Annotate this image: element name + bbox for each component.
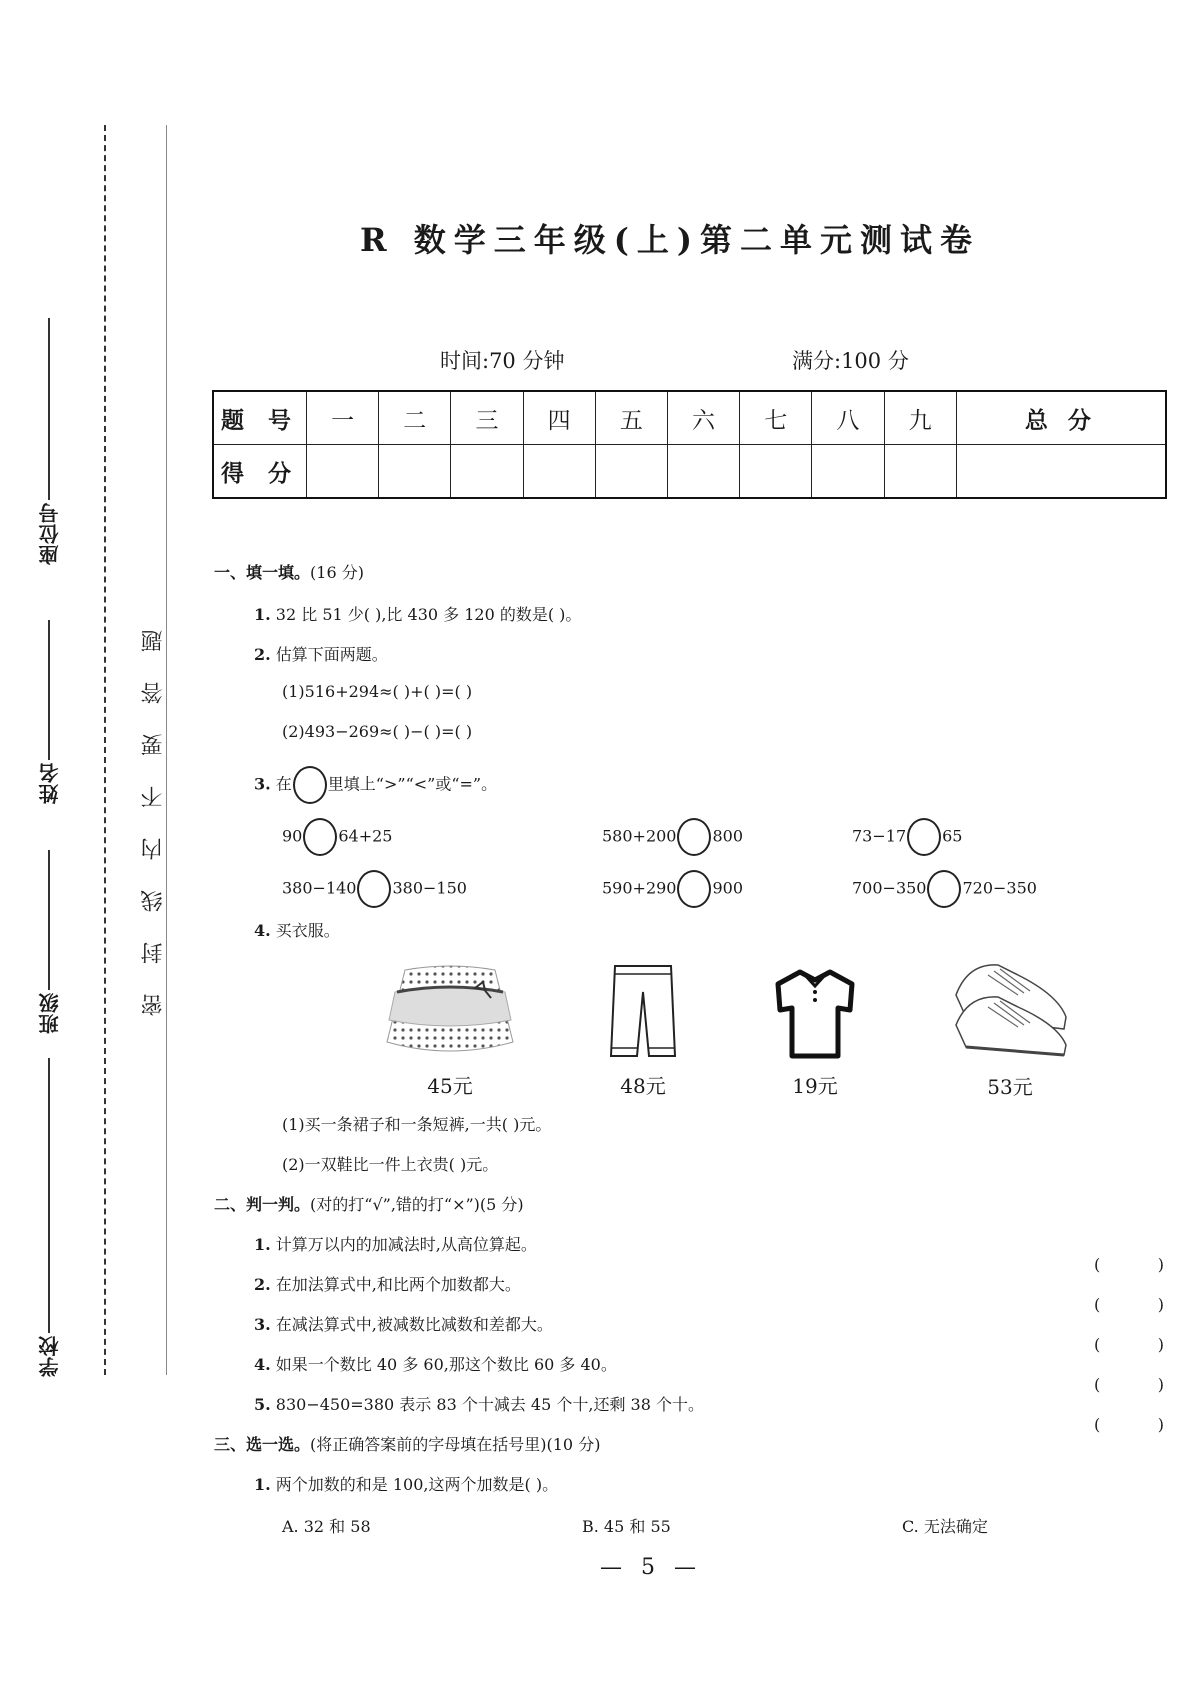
answer-blank[interactable]: ( ) <box>1094 1295 1164 1314</box>
seal-warning-text: 密封线内不要答题 <box>141 600 166 1016</box>
class-label: 班级 <box>37 992 62 1034</box>
answer-blank[interactable]: ( ) <box>1094 1335 1164 1354</box>
score-cell[interactable] <box>379 445 451 499</box>
score-cell[interactable] <box>667 445 739 499</box>
compare-item: 590+290 900 <box>602 870 743 908</box>
section2-heading: 二、判一判。(对的打“√”,错的打“×”)(5 分) <box>214 1195 524 1214</box>
name-field[interactable] <box>34 620 64 804</box>
column-3: 三 <box>451 391 523 445</box>
section1-heading: 一、填一填。(16 分) <box>214 563 364 582</box>
score-cell[interactable] <box>740 445 812 499</box>
option-c[interactable]: C. 无法确定 <box>902 1517 988 1536</box>
compare-item: 380−140 380−150 <box>282 870 467 908</box>
score-cell[interactable] <box>812 445 884 499</box>
score-table-score-row <box>213 445 1166 499</box>
seat-number-blank[interactable] <box>48 318 50 500</box>
s1-q2-sub1: (1)516+294≈( )+( )=( ) <box>282 682 473 701</box>
s2-item: 3. 在减法算式中,被减数比减数和差都大。 ( ) <box>254 1315 1164 1354</box>
option-b[interactable]: B. 45 和 55 <box>582 1517 671 1536</box>
class-blank[interactable] <box>48 850 50 990</box>
column-5: 五 <box>595 391 667 445</box>
compare-item: 73−17 65 <box>852 818 962 856</box>
circle-icon <box>293 766 327 804</box>
shoes-price: 53元 <box>987 1075 1033 1099</box>
column-2: 二 <box>379 391 451 445</box>
s2-item: 2. 在加法算式中,和比两个加数都大。 ( ) <box>254 1275 1164 1314</box>
answer-blank[interactable]: ( ) <box>1094 1415 1164 1434</box>
score-cell[interactable] <box>595 445 667 499</box>
answer-blank[interactable]: ( ) <box>1094 1375 1164 1394</box>
seat-number-label: 座位号 <box>37 502 62 565</box>
answer-blank[interactable]: ( ) <box>1094 1255 1164 1274</box>
class-field[interactable] <box>34 850 64 1034</box>
skirt-icon <box>375 962 525 1062</box>
score-cell-total[interactable] <box>956 445 1166 499</box>
column-4: 四 <box>523 391 595 445</box>
skirt-item <box>370 962 530 1099</box>
s2-item: 1. 计算万以内的加减法时,从高位算起。 ( ) <box>254 1235 1164 1274</box>
time-limit: 时间:70 分钟 <box>440 349 565 373</box>
column-total: 总 分 <box>956 391 1166 445</box>
score-table-header-row <box>213 391 1166 445</box>
skirt-price: 45元 <box>427 1074 473 1098</box>
shoes-icon <box>948 955 1073 1063</box>
compare-item: 90 64+25 <box>282 818 392 856</box>
column-6: 六 <box>667 391 739 445</box>
name-blank[interactable] <box>48 620 50 760</box>
compare-circle[interactable] <box>927 870 961 908</box>
score-cell[interactable] <box>523 445 595 499</box>
school-label: 学校 <box>37 1335 62 1377</box>
name-label: 姓名 <box>37 762 62 804</box>
question-number-label: 题 号 <box>213 391 307 445</box>
shirt-item <box>770 962 860 1099</box>
compare-circle[interactable] <box>677 870 711 908</box>
fold-dashed-line <box>104 125 106 1375</box>
school-blank[interactable] <box>48 1058 50 1333</box>
compare-circle[interactable] <box>357 870 391 908</box>
column-7: 七 <box>740 391 812 445</box>
compare-circle[interactable] <box>907 818 941 856</box>
score-label: 得 分 <box>213 445 307 499</box>
section3-heading: 三、选一选。(将正确答案前的字母填在括号里)(10 分) <box>214 1435 601 1454</box>
score-cell[interactable] <box>307 445 379 499</box>
seat-number-field[interactable] <box>34 318 64 565</box>
option-a[interactable]: A. 32 和 58 <box>282 1517 371 1536</box>
score-table <box>212 390 1167 499</box>
s1-question-4: 4. 买衣服。 <box>254 921 340 940</box>
page-number: — 5 — <box>600 1555 702 1580</box>
s1-question-1: 1. 32 比 51 少( ),比 430 多 120 的数是( )。 <box>254 605 582 624</box>
shorts-price: 48元 <box>620 1074 666 1098</box>
compare-item: 700−350 720−350 <box>852 870 1037 908</box>
shorts-icon <box>603 962 683 1062</box>
s1-q4-sub2: (2)一双鞋比一件上衣贵( )元。 <box>282 1155 499 1174</box>
shorts-item <box>598 962 688 1099</box>
shoes-item <box>945 955 1075 1100</box>
page-title: R 数学三年级(上)第二单元测试卷 <box>360 221 981 259</box>
s1-q4-sub1: (1)买一条裙子和一条短裤,一共( )元。 <box>282 1115 552 1134</box>
full-score: 满分:100 分 <box>792 349 909 373</box>
s1-q2-sub2: (2)493−269≈( )−( )=( ) <box>282 722 473 741</box>
score-cell[interactable] <box>884 445 956 499</box>
school-field[interactable] <box>34 1058 64 1377</box>
shirt-icon <box>770 962 860 1062</box>
compare-circle[interactable] <box>303 818 337 856</box>
s1-question-3: 3. 在 里填上“>”“<”或“=”。 <box>254 766 497 804</box>
column-8: 八 <box>812 391 884 445</box>
compare-item: 580+200 800 <box>602 818 743 856</box>
column-1: 一 <box>307 391 379 445</box>
column-9: 九 <box>884 391 956 445</box>
s2-item: 5. 830−450=380 表示 83 个十减去 45 个十,还剩 38 个十。 ( ) <box>254 1395 1164 1434</box>
s1-question-2: 2. 估算下面两题。 <box>254 645 388 664</box>
shirt-price: 19元 <box>792 1074 838 1098</box>
s2-item: 4. 如果一个数比 40 多 60,那这个数比 60 多 40。 ( ) <box>254 1355 1164 1394</box>
score-cell[interactable] <box>451 445 523 499</box>
s3-question-1: 1. 两个加数的和是 100,这两个加数是( )。 <box>254 1475 559 1494</box>
compare-circle[interactable] <box>677 818 711 856</box>
